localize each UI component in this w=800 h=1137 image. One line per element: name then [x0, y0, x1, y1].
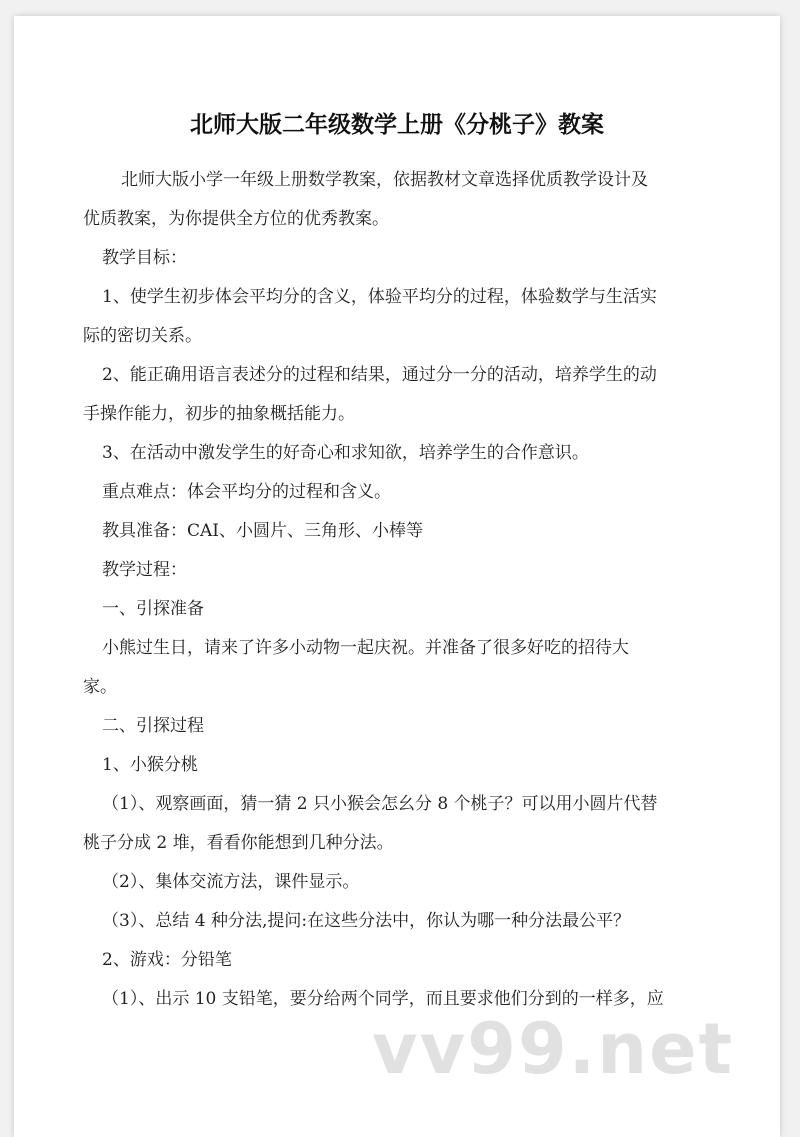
paragraph-story-line2: 家。: [83, 677, 117, 697]
paragraph-section-1-heading: 一、引探准备: [102, 599, 204, 619]
paragraph-objective-1-line1: 1、使学生初步体会平均分的含义，体验平均分的过程，体验数学与生活实: [102, 287, 657, 307]
paragraph-process-heading: 教学过程：: [102, 560, 187, 580]
paragraph-story-line1: 小熊过生日，请来了许多小动物一起庆祝。并准备了很多好吃的招待大: [102, 638, 629, 658]
paragraph-objective-2-line1: 2、能正确用语言表述分的过程和结果，通过分一分的活动，培养学生的动: [102, 365, 657, 385]
document-page: [14, 16, 780, 1137]
paragraph-step-2: （2）、集体交流方法，课件显示。: [102, 872, 360, 892]
paragraph-objective-2-line2: 手操作能力，初步的抽象概括能力。: [83, 404, 355, 424]
paragraph-section-2-heading: 二、引探过程: [102, 716, 204, 736]
paragraph-intro-line1: 北师大版小学一年级上册数学教案，依据教材文章选择优质教学设计及: [121, 170, 648, 190]
watermark-text: vv99.net: [372, 1008, 735, 1090]
paragraph-teaching-aids: 教具准备：CAI、小圆片、三角形、小棒等: [102, 521, 423, 541]
paragraph-step-3: （3）、总结 4 种分法,提问:在这些分法中，你认为哪一种分法最公平？: [102, 911, 631, 931]
document-title: 北师大版二年级数学上册《分桃子》教案: [190, 112, 604, 138]
paragraph-objectives-heading: 教学目标：: [102, 248, 187, 268]
paragraph-key-points: 重点难点：体会平均分的过程和含义。: [102, 482, 391, 502]
paragraph-step-1-line2: 桃子分成 2 堆，看看你能想到几种分法。: [83, 833, 394, 853]
paragraph-objective-3: 3、在活动中激发学生的好奇心和求知欲，培养学生的合作意识。: [102, 443, 589, 463]
paragraph-monkey-heading: 1、小猴分桃: [102, 755, 198, 775]
paragraph-objective-1-line2: 际的密切关系。: [83, 326, 202, 346]
paragraph-intro-line2: 优质教案，为你提供全方位的优秀教案。: [83, 209, 389, 229]
paragraph-pencil-step-1: （1）、出示 10 支铅笔，要分给两个同学，而且要求他们分到的一样多，应: [102, 989, 664, 1009]
paragraph-game-heading: 2、游戏：分铅笔: [102, 950, 232, 970]
paragraph-step-1-line1: （1）、观察画面，猜一猜 2 只小猴会怎幺分 8 个桃子？可以用小圆片代替: [102, 794, 658, 814]
